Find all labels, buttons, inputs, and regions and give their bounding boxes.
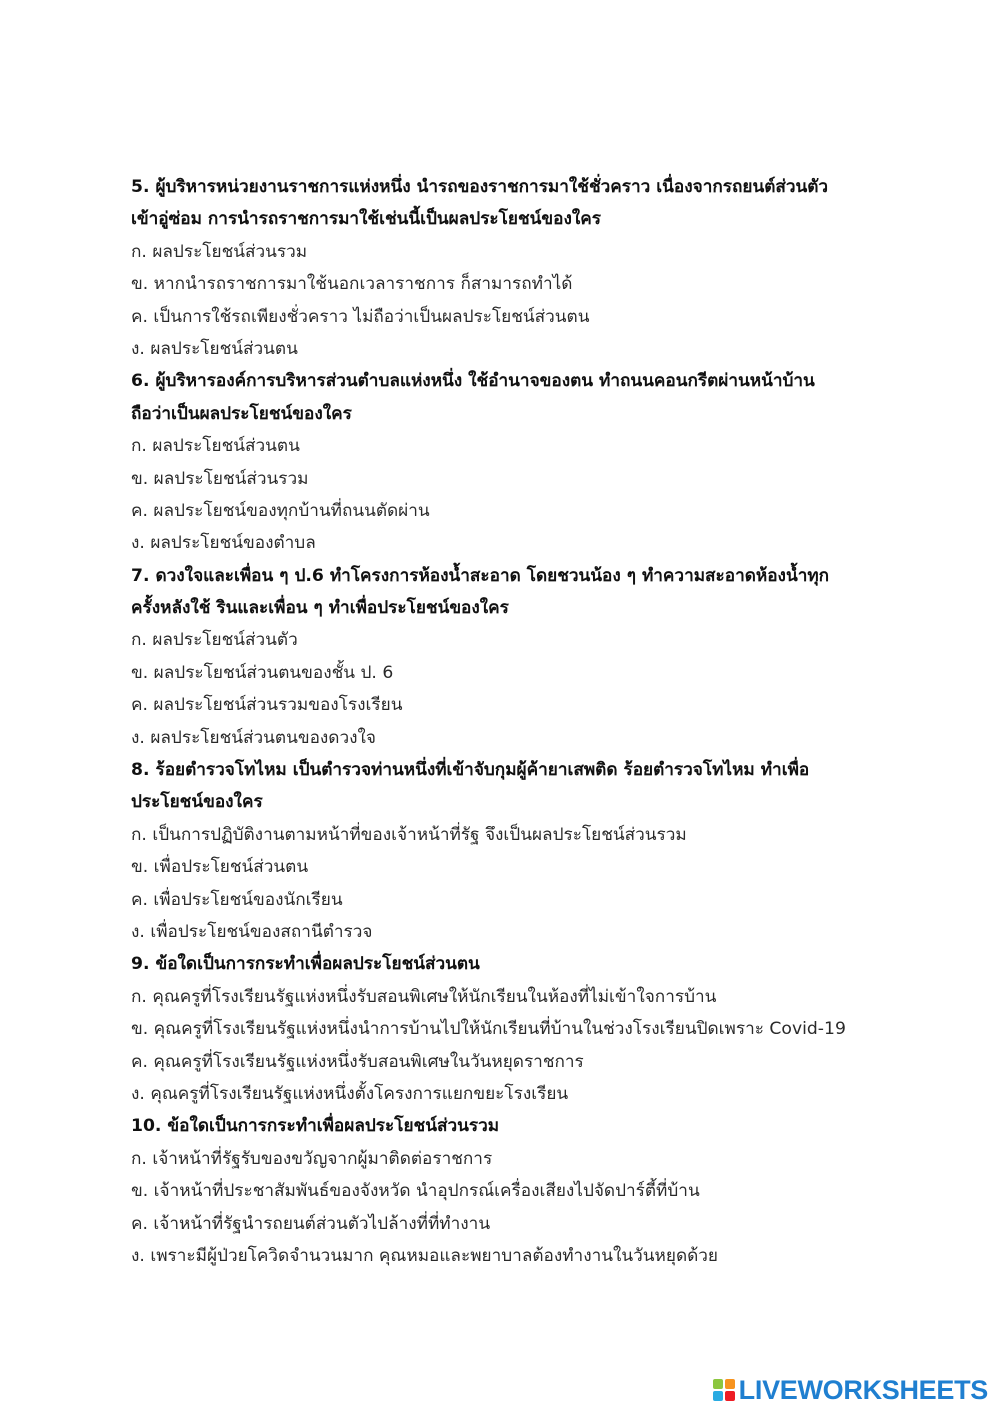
- answer-option: ค. คุณครูที่โรงเรียนรัฐแห่งหนึ่งรับสอนพิเศษในวันหยุดราชการ: [131, 1051, 584, 1072]
- answer-option: ข. ผลประโยชน์ส่วนรวม: [131, 468, 309, 489]
- answer-option: ค. เป็นการใช้รถเพียงชั่วคราว ไม่ถือว่าเป็นผลประโยชน์ส่วนตน: [131, 306, 590, 327]
- question-text: 8. ร้อยตำรวจโทไหม เป็นตำรวจท่านหนึ่งที่เข้าจับกุมผู้ค้ายาเสพติด ร้อยตำรวจโทไหม ทำเพื่อ: [131, 760, 810, 781]
- question-text: 7. ดวงใจและเพื่อน ๆ ป.6 ทำโครงการห้องน้ำสะอาด โดยชวนน้อง ๆ ทำความสะอาดห้องน้ำทุก: [131, 565, 830, 586]
- answer-option: ข. หากนำรถราชการมาใช้นอกเวลาราชการ ก็สามารถทำได้: [131, 274, 573, 295]
- brand-name: LIVEWORKSHEETS: [738, 1374, 988, 1405]
- worksheet-content: [131, 171, 981, 1272]
- answer-option: ง. เพื่อประโยชน์ของสถานีตำรวจ: [131, 921, 373, 942]
- answer-option: ก. เป็นการปฏิบัติงานตามหน้าที่ของเจ้าหน้าที่รัฐ จึงเป็นผลประโยชน์ส่วนรวม: [131, 824, 687, 845]
- question-text: เข้าอู่ซ่อม การนำรถราชการมาใช้เช่นนี้เป็นผลประโยชน์ของใคร: [131, 209, 601, 230]
- question-block: [131, 754, 981, 948]
- answer-option: ก. ผลประโยชน์ส่วนรวม: [131, 241, 308, 262]
- answer-option: ค. ผลประโยชน์ของทุกบ้านที่ถนนตัดผ่าน: [131, 500, 430, 521]
- question-block: [131, 171, 981, 365]
- answer-option: ง. ผลประโยชน์ส่วนตนของดวงใจ: [131, 727, 376, 748]
- answer-option: ง. ผลประโยชน์ส่วนตน: [131, 338, 298, 359]
- question-text: ถือว่าเป็นผลประโยชน์ของใคร: [131, 403, 352, 424]
- question-text: 5. ผู้บริหารหน่วยงานราชการแห่งหนึ่ง นำรถของราชการมาใช้ชั่วคราว เนื่องจากรถยนต์ส่วนตัว: [131, 177, 829, 197]
- answer-option: ข. คุณครูที่โรงเรียนรัฐแห่งหนึ่งนำการบ้านไปให้นักเรียนที่บ้านในช่วงโรงเรียนปิดเพราะ Covid-19: [131, 1019, 846, 1040]
- answer-option: ก. เจ้าหน้าที่รัฐรับของขวัญจากผู้มาติดต่อราชการ: [131, 1148, 493, 1169]
- liveworksheets-logo-icon: [713, 1379, 735, 1401]
- answer-option: ข. เจ้าหน้าที่ประชาสัมพันธ์ของจังหวัด นำอุปกรณ์เครื่องเสียงไปจัดปาร์ตี้ที่บ้าน: [131, 1181, 700, 1202]
- question-block: [131, 365, 981, 559]
- question-text: 9. ข้อใดเป็นการกระทำเพื่อผลประโยชน์ส่วนตน: [131, 954, 480, 975]
- question-text: ครั้งหลังใช้ รินและเพื่อน ๆ ทำเพื่อประโยชน์ของใคร: [131, 598, 509, 619]
- question-text: 6. ผู้บริหารองค์การบริหารส่วนตำบลแห่งหนึ่ง ใช้อำนาจของตน ทำถนนคอนกรีตผ่านหน้าบ้าน: [131, 371, 815, 392]
- question-block: [131, 1110, 981, 1272]
- answer-option: ง. ผลประโยชน์ของตำบล: [131, 533, 316, 554]
- answer-option: ค. เจ้าหน้าที่รัฐนำรถยนต์ส่วนตัวไปล้างที่ที่ทำงาน: [131, 1213, 491, 1234]
- answer-option: ง. คุณครูที่โรงเรียนรัฐแห่งหนึ่งตั้งโครงการแยกขยะโรงเรียน: [131, 1083, 569, 1104]
- liveworksheets-brand: [713, 1374, 988, 1406]
- answer-option: ค. ผลประโยชน์ส่วนรวมของโรงเรียน: [131, 695, 403, 716]
- question-block: [131, 948, 981, 1110]
- question-text: ประโยชน์ของใคร: [131, 792, 263, 813]
- answer-option: ค. เพื่อประโยชน์ของนักเรียน: [131, 889, 343, 910]
- answer-option: ข. ผลประโยชน์ส่วนตนของชั้น ป. 6: [131, 662, 394, 683]
- question-block: [131, 560, 981, 754]
- answer-option: ข. เพื่อประโยชน์ส่วนตน: [131, 857, 309, 878]
- question-text: 10. ข้อใดเป็นการกระทำเพื่อผลประโยชน์ส่วนรวม: [131, 1116, 500, 1137]
- answer-option: ก. ผลประโยชน์ส่วนตน: [131, 436, 300, 457]
- answer-option: ก. คุณครูที่โรงเรียนรัฐแห่งหนึ่งรับสอนพิเศษให้นักเรียนในห้องที่ไม่เข้าใจการบ้าน: [131, 986, 717, 1007]
- answer-option: ก. ผลประโยชน์ส่วนตัว: [131, 630, 298, 651]
- answer-option: ง. เพราะมีผู้ป่วยโควิดจำนวนมาก คุณหมอและพยาบาลต้องทำงานในวันหยุดด้วย: [131, 1245, 718, 1266]
